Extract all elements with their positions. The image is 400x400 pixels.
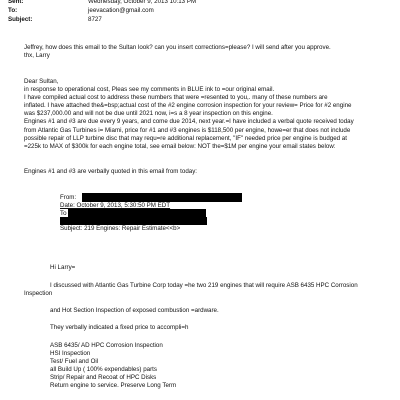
quoted-to-label: To xyxy=(60,210,67,217)
to-label: To: xyxy=(8,7,18,14)
letter-line: inflated. I have attached the&=bsp;actual cost of the #2 engine corrosion inspection for your review= Price for #2 engine xyxy=(24,102,352,110)
letter-line: possible repair of LLP turbine disc that may requ=re additional replacement, "IF" needed price per engine is budged at xyxy=(24,134,347,142)
letter-salutation: Dear Sultan, xyxy=(24,78,59,85)
list-item: ASB 6435/ AD HPC Corrosion Inspection xyxy=(50,342,163,349)
list-item: Strip/ Repair and Recoat of HPC Disks xyxy=(50,374,157,382)
verbal-quote-line: Engines #1 and #3 are verbally quoted in this email from today: xyxy=(24,168,198,175)
list-item: HSI Inspection xyxy=(50,350,91,358)
quoted-date: Date: October 9, 2013, 5:30:50 PM EDT xyxy=(60,202,171,209)
letter-line: from Atlantic Gas Turbines i= Miami, price for #1 and #3 engines is $118,500 per engine, howe=er that does not include xyxy=(24,126,351,134)
letter-block xyxy=(24,78,392,151)
letter-line: was $237,000.00 and will not be due until 2021 now, i=s a 8 year inspection on this engine. xyxy=(24,110,273,118)
sent-label: Sent: xyxy=(8,0,24,5)
subject-label: Subject: xyxy=(8,16,33,23)
intro-line-1: Jeffrey, how does this email to the Sultan look? can you insert corrections=please? I will send after you approve. xyxy=(24,44,331,51)
redaction-bar xyxy=(82,193,242,202)
quoted-paragraph-2: and Hot Section Inspection of exposed combustion =ardware. xyxy=(50,307,219,314)
quoted-paragraph-3: They verbally indicated a fixed price to accompli=h xyxy=(50,324,189,331)
quoted-subject: Subject: 219 Engines: Repair Estimate<<b> xyxy=(60,225,181,232)
letter-line: in response to operational cost, Pleas see my comments in BLUE ink to =our original email. xyxy=(24,86,275,94)
list-item: all Build Up ( 100% expendables) parts xyxy=(50,366,157,374)
intro-block xyxy=(24,44,392,60)
list-item: Return engine to service. Preserve Long Term xyxy=(50,382,177,390)
quoted-paragraph-1: I discussed with Atlantic Gas Turbine Corp today =he two 219 engines that will require ASB 6435 HPC Corrosion xyxy=(50,282,358,289)
intro-line-2: thx, Larry xyxy=(24,52,50,60)
list-item: Test/ Fuel and Oil xyxy=(50,358,99,366)
quoted-greeting: Hi Larry= xyxy=(50,264,76,271)
scope-list xyxy=(50,342,176,391)
redaction-bar xyxy=(60,217,207,225)
sent-value: Wednesday, October 9, 2013 10:13 PM xyxy=(88,0,197,5)
to-value: jeevacation@gmail.com xyxy=(88,7,154,14)
letter-line: =225k to MAX of $300k for each engine total, see email below: NOT the=$1M per engine your email states below: xyxy=(24,142,336,150)
subject-value: 8727 xyxy=(88,16,102,23)
letter-line: I have compiled actual cost to address these numbers that were =resented to you,. many of these numbers are xyxy=(24,94,328,102)
letter-line: Engines #1 and #3 are due every 9 years, and come due 2014, next year.=I have included a verbal quote received today xyxy=(24,118,354,126)
quoted-paragraph-1-cont: Inspection xyxy=(24,290,53,297)
quoted-from-label: From: xyxy=(60,194,77,201)
